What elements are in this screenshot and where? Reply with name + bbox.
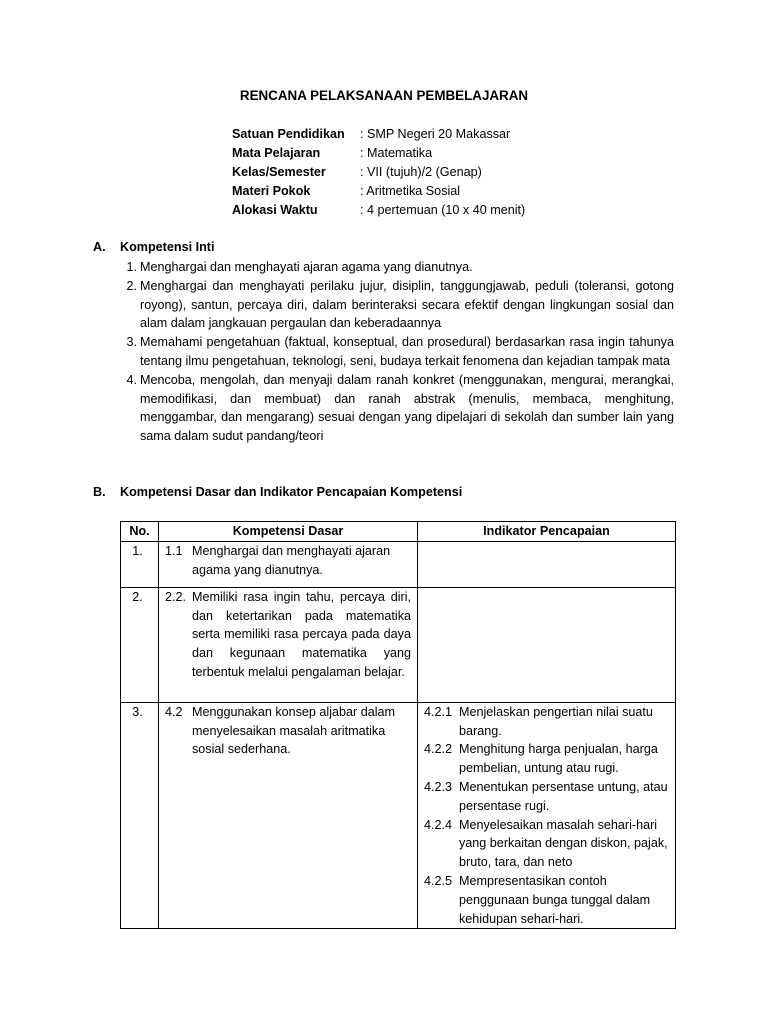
header-indikator: Indikator Pencapaian [418,522,676,542]
indicator-text: Menghitung harga penjualan, harga pembelian, untung atau rugi. [459,742,658,776]
indicator-number: 4.2.4 [424,817,453,832]
section-letter: A. [93,240,106,254]
list-item [120,277,674,333]
meta-value: : SMP Negeri 20 Makassar [360,127,511,141]
section-title: Kompetensi Inti [120,240,215,254]
meta-key: Alokasi Waktu [232,203,318,217]
indicator-item [424,778,669,816]
section-a-heading [93,238,214,257]
meta-key: Kelas/Semester [232,165,326,179]
section-title: Kompetensi Dasar dan Indikator Pencapaian Kompetensi [120,485,463,499]
header-no: No. [121,522,159,542]
meta-key: Mata Pelajaran [232,146,321,160]
indicator-text: Menjelaskan pengertian nilai suatu barang. [459,704,653,738]
meta-row-kelas [232,163,525,182]
meta-row-mapel [232,144,525,163]
document-title: RENCANA PELAKSANAAN PEMBELAJARAN [239,88,529,103]
indicator-text: Mempresentasikan contoh penggunaan bunga tunggal dalam kehidupan sehari-hari. [459,873,651,926]
meta-row-satuan [232,125,525,144]
list-text: Menghargai dan menghayati ajaran agama yang dianutnya. [140,260,473,274]
list-text: Memahami pengetahuan (faktual, konseptual, dan prosedural) berdasarkan rasa ingin tahunya tentang ilmu pengetahuan, teknologi, seni, budaya terkait fenomena dan kejadian tampak mata [140,335,674,368]
kd-text: Memiliki rasa ingin tahu, percaya diri, dan ketertarikan pada matematika serta memiliki rasa percaya pada daya dan kegunaan matematika yang terbentuk melalui pengalaman belajar. [192,589,411,679]
indicator-item [424,740,669,778]
section-letter: B. [93,485,106,499]
row-number: 1. [121,541,159,587]
kompetensi-inti-list [120,258,674,446]
indicator-text: Menentukan persentase untung, atau persentase rugi. [459,779,668,813]
meta-value: : 4 pertemuan (10 x 40 menit) [360,203,526,217]
list-item [120,371,674,446]
list-text: Mencoba, mengolah, dan menyaji dalam ranah konkret (menggunakan, mengurai, merangkai, memodifikasi, dan membuat) dan ranah abstrak (menulis, membaca, menghitung, menggambar, dan mengarang) sesuai dengan yang dipelajari di sekolah dan sumber lain yang sama dalam sudut pandang/teori [140,372,674,444]
list-item [120,258,674,277]
kd-number: 1.1 [165,543,183,558]
table-row [121,702,676,929]
meta-value: : Aritmetika Sosial [360,184,461,198]
table-header-row [121,522,676,542]
list-number: 1. [126,260,137,274]
meta-value: : VII (tujuh)/2 (Genap) [360,165,482,179]
meta-key: Materi Pokok [232,184,311,198]
meta-row-alokasi [232,201,525,220]
indicator-item [424,872,669,928]
list-item [120,333,674,371]
indicator-number: 4.2.3 [424,779,453,794]
list-number: 2. [126,278,137,293]
row-number: 2. [121,587,159,702]
indicator-number: 4.2.2 [424,742,453,757]
row-number: 3. [121,702,159,929]
list-number: 4. [126,372,137,387]
kd-indikator-table [120,521,676,929]
table-row [121,587,676,702]
indicator-item [424,703,669,741]
kd-number: 2.2. [165,589,187,604]
kd-cell [159,587,418,702]
list-text: Menghargai dan menghayati perilaku jujur, disiplin, tanggungjawab, peduli (toleransi, gotong royong), santun, percaya diri, dalam berinteraksi secara efektif dengan lingkungan sosial dan alam dalam jangkauan pergaulan dan keberadaannya [140,278,674,331]
indicator-number: 4.2.1 [424,704,453,719]
table-row [121,541,676,587]
section-b-heading [93,483,462,502]
indicator-text: Menyelesaikan masalah sehari-hari yang berkaitan dengan diskon, pajak, bruto, tara, dan neto [459,817,668,870]
indicator-cell [418,587,676,702]
kd-text: Menghargai dan menghayati ajaran agama yang dianutnya. [192,543,391,577]
kd-cell [159,702,418,929]
meta-row-materi [232,182,525,201]
kd-number: 4.2 [165,704,183,719]
header-kompetensi-dasar: Kompetensi Dasar [159,522,418,542]
indicator-number: 4.2.5 [424,873,453,888]
kd-cell [159,541,418,587]
indicator-cell [418,702,676,929]
identity-block [232,125,525,220]
list-number: 3. [126,335,137,350]
meta-key: Satuan Pendidikan [232,127,345,141]
indicator-cell [418,541,676,587]
meta-value: : Matematika [360,146,433,160]
indicator-item [424,816,669,872]
kd-text: Menggunakan konsep aljabar dalam menyelesaikan masalah aritmatika sosial sederhana. [192,704,396,757]
